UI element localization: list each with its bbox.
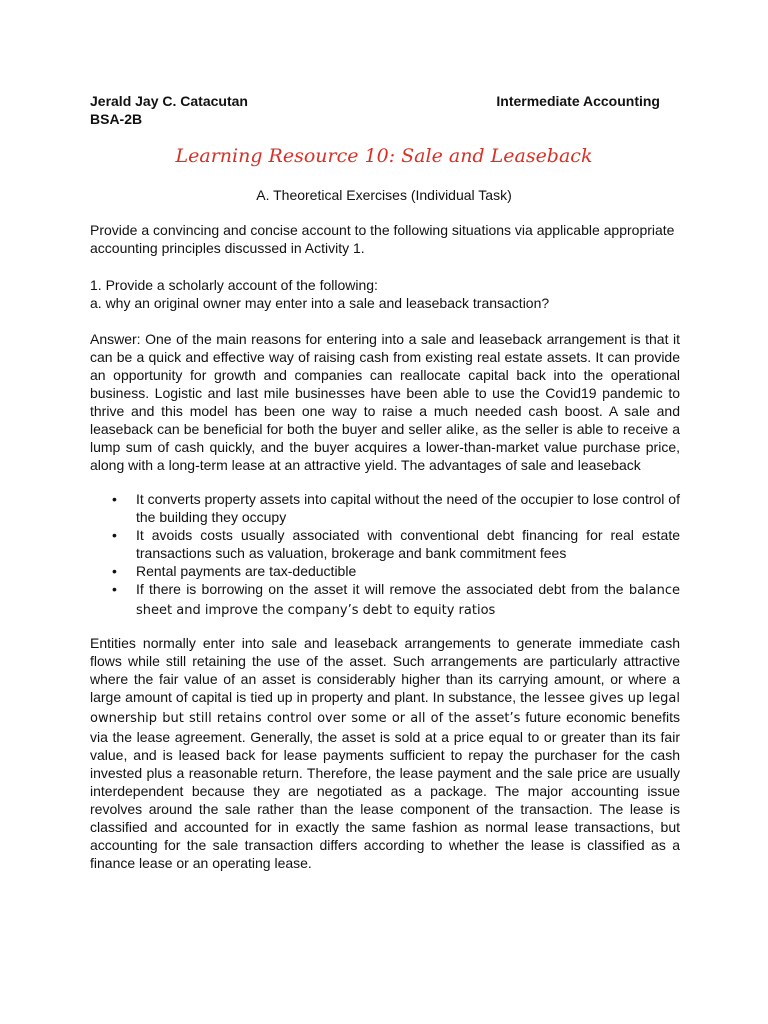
list-item-text: If there is borrowing on the asset it will remove the associated debt from the [136, 581, 624, 597]
instructions-paragraph: Provide a convincing and concise account to the following situations via applicable appropriate accounting principles discussed in Activity 1. [90, 222, 675, 256]
list-item-text-continued: balance sheet and improve the company’s debt to equity ratios [136, 583, 681, 618]
advantages-list [90, 490, 680, 620]
question-number: 1. Provide a scholarly account of the following: [90, 277, 378, 293]
list-item: • It converts property assets into capital without the need of the occupier to lose control of the building they occupy [90, 490, 680, 526]
second-paragraph [90, 634, 680, 872]
exercise-heading: A. Theoretical Exercises (Individual Task) [256, 187, 512, 203]
section-code: BSA-2B [90, 111, 143, 127]
question-part-a: a. why an original owner may enter into a sale and leaseback transaction? [90, 295, 550, 311]
subject-name: Intermediate Accounting [496, 93, 660, 109]
paragraph-part: lessee gives up legal ownership but still retains control over some or all of the asset’s [90, 691, 681, 726]
paragraph-part: Entities normally enter into sale and leaseback arrangements to generate immediate cash flows while still retaining the use of the asset. Such arrangements are particularly attractive where the fair value of an asset is considerably higher than its carrying amount, or where a large amount of capital is tied up in property and plant. In substance, the [90, 635, 680, 705]
page-title: Learning Resource 10: Sale and Leaseback [175, 145, 593, 167]
list-item: • It avoids costs usually associated with conventional debt financing for real estate transactions such as valuation, brokerage and bank commitment fees [90, 526, 680, 562]
list-item: • Rental payments are tax-deductible [90, 562, 680, 580]
answer-paragraph: Answer: One of the main reasons for entering into a sale and leaseback arrangement is that it can be a quick and effective way of raising cash from existing real estate assets. It can provide an opportunity for growth and companies can reallocate capital back into the operational business. Logistic and last mile businesses have been able to use the Covid19 pandemic to thrive and this model has been one way to raise a much needed cash boost. A sale and leaseback can be beneficial for both the buyer and seller alike, as the seller is able to receive a lump sum of cash quickly, and the buyer acquires a lower-than-market value purchase price, along with a long-term lease at an attractive yield. The advantages of sale and leaseback [90, 331, 680, 473]
list-item [90, 580, 680, 620]
paragraph-part: future economic benefits via the lease agreement. Generally, the asset is sold at a price equal to or greater than its fair value, and is leased back for lease payments sufficient to repay the purchaser for the cash invested plus a reasonable return. Therefore, the lease payment and the sale price are usually interdependent because they are negotiated as a package. The major accounting issue revolves around the sale rather than the lease component of the transaction. The lease is classified and accounted for in exactly the same fashion as normal lease transactions, but accounting for the sale transaction differs according to whether the lease is classified as a finance lease or an operating lease. [90, 709, 681, 871]
author-name: Jerald Jay C. Catacutan [90, 93, 248, 109]
document-header [90, 92, 660, 112]
